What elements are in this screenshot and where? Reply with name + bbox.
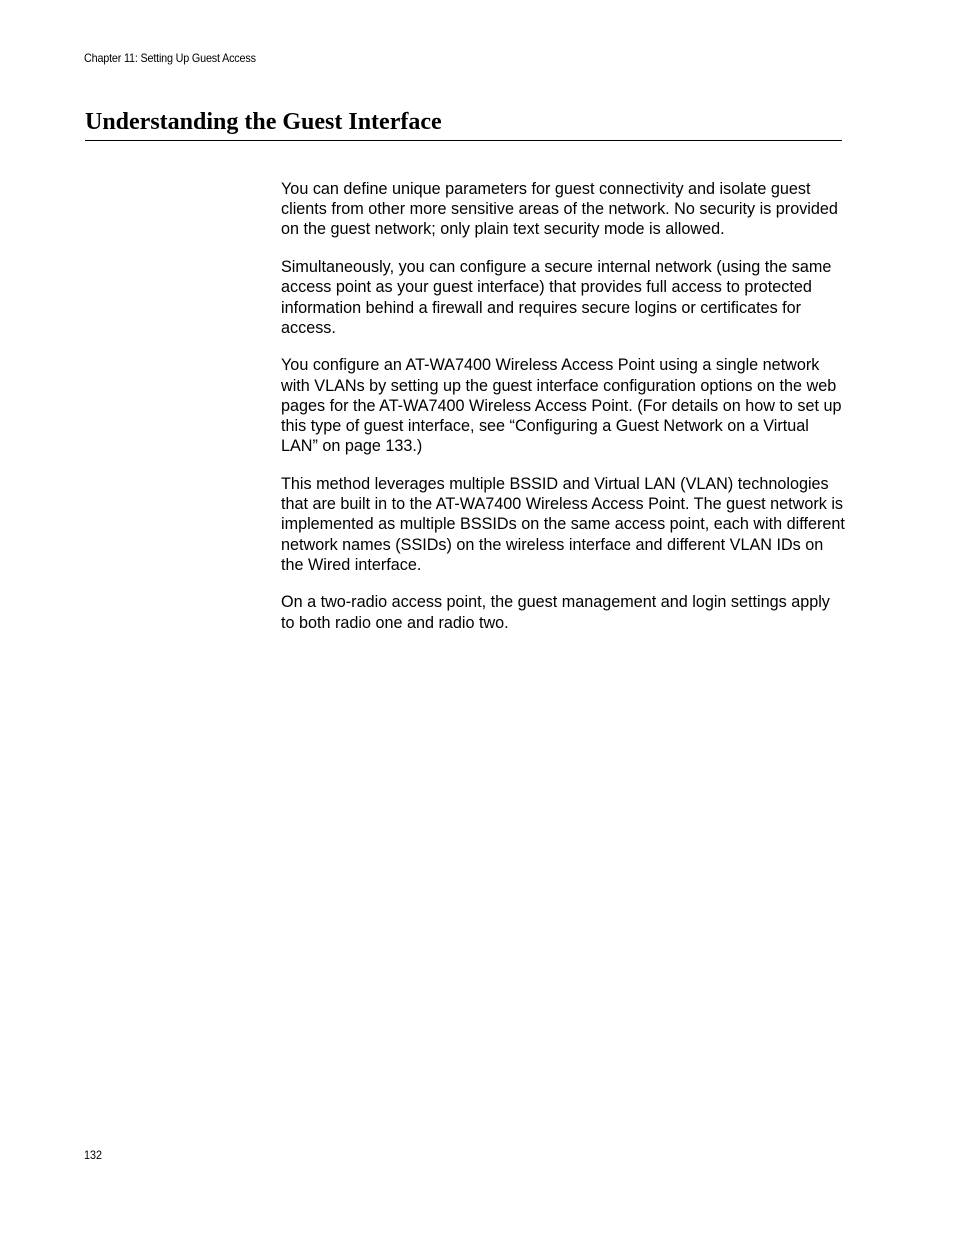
section-title: Understanding the Guest Interface	[85, 109, 442, 135]
body-text	[281, 179, 846, 650]
paragraph-guest-parameters: You can define unique parameters for guest connectivity and isolate guest clients from other more sensitive areas of the network. No security is provided on the guest network; only plain text security mode is allowed.	[281, 180, 838, 239]
paragraph-bssid-vlan-method: This method leverages multiple BSSID and Virtual LAN (VLAN) technologies that are built in to the AT-WA7400 Wireless Access Point. The guest network is implemented as multiple BSSIDs on the same access point, each with different network names (SSIDs) on the wireless interface and different VLAN IDs on the Wired interface.	[281, 474, 845, 574]
title-rule	[85, 140, 842, 141]
paragraph-two-radio: On a two-radio access point, the guest management and login settings apply to both radio one and radio two.	[281, 593, 830, 632]
running-header: Chapter 11: Setting Up Guest Access	[84, 51, 256, 65]
paragraph-secure-internal-network: Simultaneously, you can configure a secure internal network (using the same access point as your guest interface) that provides full access to protected information behind a firewall and requires secure logins or certificates for access.	[281, 258, 832, 337]
paragraph-vlan-configuration: You configure an AT-WA7400 Wireless Access Point using a single network with VLANs by setting up the guest interface configuration options on the web pages for the AT-WA7400 Wireless Access Point. (For details on how to set up this type of guest interface, see “Configuring a Guest Network on a Virtual LAN” on page 133.)	[281, 356, 842, 456]
page-number: 132	[84, 1148, 103, 1162]
